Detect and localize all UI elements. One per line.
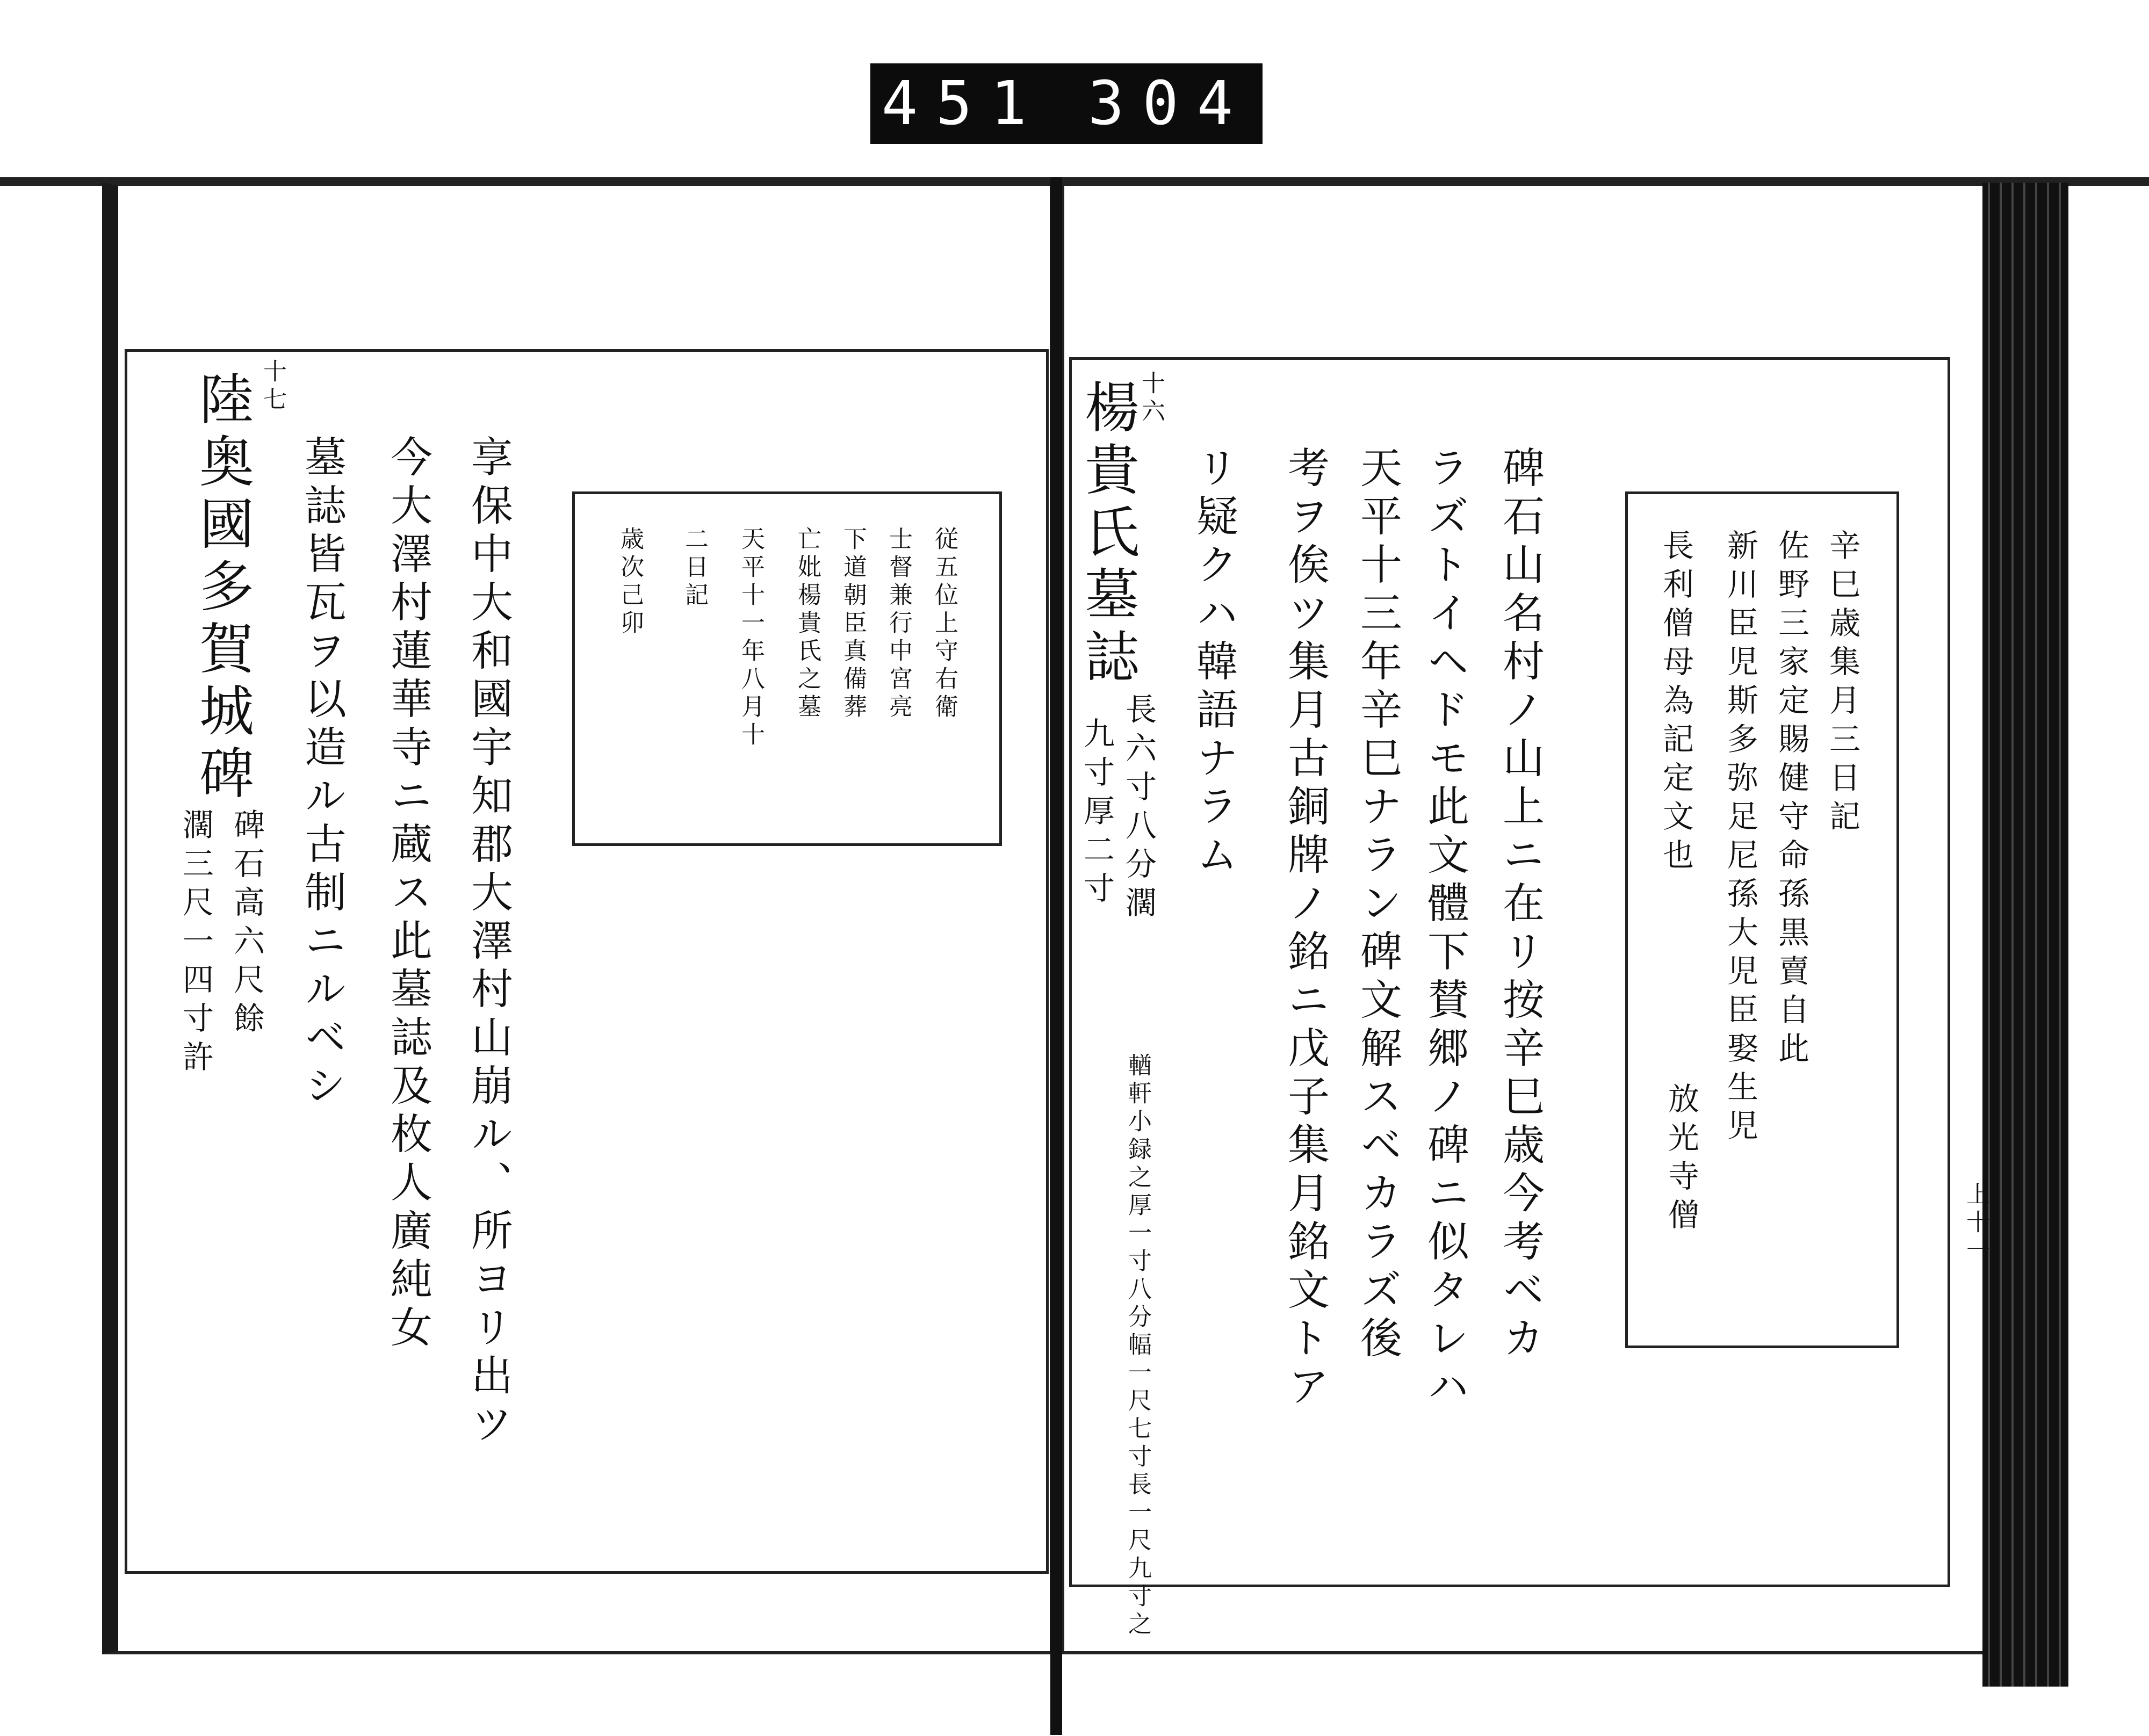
- left-size-note-1: 碑石高六尺餘: [228, 808, 265, 1040]
- call-number-label: [870, 63, 1263, 144]
- left-size-note-2: 濶三尺一四寸許: [177, 808, 214, 1079]
- right-inscription-line-3: 新川臣児斯多弥足尼孫大児臣娶生児: [1722, 529, 1758, 1148]
- left-inscription-line-3: 下道朝臣真備葬: [839, 526, 867, 722]
- book-spine: [1050, 177, 1062, 1735]
- right-inscription-line-4: 長利僧母為記定文也: [1657, 529, 1694, 877]
- left-entry-number: 十七: [259, 359, 286, 415]
- left-inscription-line-5: 天平十一年八月十: [737, 526, 765, 750]
- call-number-part1: 451: [881, 69, 1045, 139]
- left-body-column-3: 墓誌皆瓦ヲ以造ル古制ニルベシ: [298, 435, 346, 1112]
- right-citation-note: 輶軒小録之厚一寸八分幅一尺七寸長一尺九寸之: [1124, 1053, 1151, 1639]
- right-body-column-3: 天平十三年辛巳ナラン碑文解スベカラズ後: [1353, 446, 1402, 1364]
- left-body-column-2: 今大澤村蓮華寺ニ蔵ス此墓誌及枚人廣純女: [384, 435, 432, 1354]
- left-inscription-line-7: 歳次己卯: [616, 526, 644, 638]
- left-inscription-line-1: 従五位上守右衛: [931, 526, 958, 722]
- left-inscription-line-4: 亡妣楊貴氏之墓: [794, 526, 821, 722]
- right-inscription-line-2: 佐野三家定賜健守命孫黒賣自此: [1773, 529, 1809, 1070]
- right-entry-title: 楊貴氏墓誌: [1076, 379, 1140, 690]
- right-body-column-1: 碑石山名村ノ山上ニ在リ按辛巳歳今考ベカ: [1496, 446, 1544, 1364]
- right-inscription-line-1: 辛巳歳集月三日記: [1824, 529, 1860, 838]
- call-number-part2: 304: [1088, 69, 1252, 139]
- page-marker: 上十一: [1962, 1182, 1989, 1265]
- right-inscription-line-5: 放光寺僧: [1663, 1082, 1699, 1237]
- right-body-column-4: 考ヲ俟ツ集月古銅牌ノ銘ニ戊子集月銘文トア: [1281, 446, 1329, 1413]
- book-fore-edge: [1982, 183, 2068, 1687]
- right-entry-number: 十六: [1137, 371, 1165, 426]
- right-body-column-5: リ疑クハ韓語ナラム: [1189, 446, 1238, 881]
- left-body-column-1: 享保中大和國宇知郡大澤村山崩ル、所ヨリ出ツ: [464, 435, 513, 1450]
- right-body-column-2: ラズトイヘドモ此文體下賛郷ノ碑ニ似タレハ: [1420, 446, 1469, 1413]
- right-size-note-1: 長六寸八分濶: [1120, 693, 1157, 925]
- left-entry-title: 陸奥國多賀城碑: [190, 371, 254, 807]
- left-inscription-line-2: 士督兼行中宮亮: [885, 526, 912, 722]
- right-size-note-2: 九寸厚二寸: [1078, 717, 1115, 910]
- left-inscription-line-6: 二日記: [681, 526, 708, 610]
